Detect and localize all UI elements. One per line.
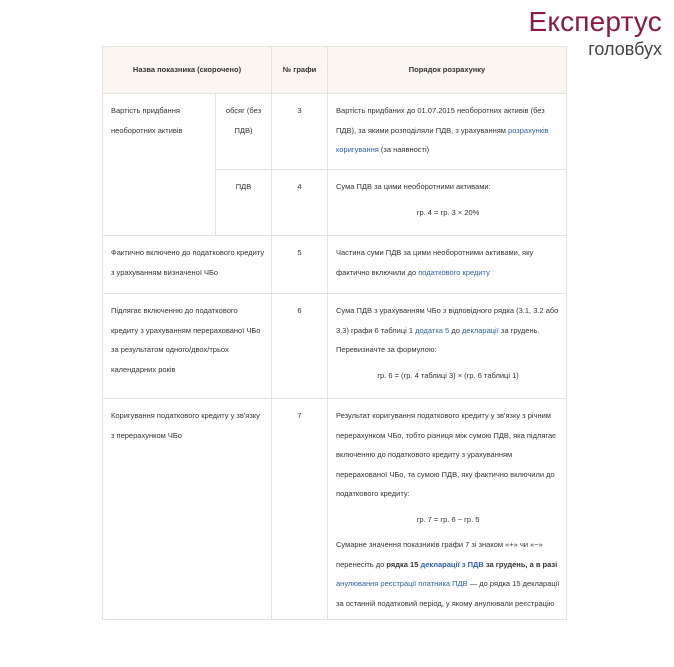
brand-name: Експертус — [528, 6, 662, 37]
row-calculation — [328, 170, 567, 236]
row-sub-indicator: ПДВ — [216, 170, 272, 236]
brand-subtitle: головбух — [588, 39, 662, 59]
row-sub-indicator: обсяг (без ПДВ) — [216, 94, 272, 170]
row-column-number: 7 — [272, 399, 328, 620]
calc-text: Сумарне значення показників графи 7 зі знаком «+» чи «−» перенесіть до — [336, 540, 543, 569]
calc-text: за грудень. Перевизначте за формулою: — [336, 325, 540, 354]
header-calculation-order: Порядок розрахунку — [328, 47, 567, 94]
calc-text: Вартість придбаних до 01.07.2015 необоротних активів (без ПДВ), за якими розподіляли ПДВ, з урахуванням — [336, 106, 545, 135]
row-column-number: 4 — [272, 170, 328, 236]
calc-formula: гр. 4 = гр. 3 × 20% — [416, 207, 480, 217]
table-row — [103, 236, 567, 294]
row-indicator-name: Вартість придбання необоротних активів — [103, 94, 216, 236]
calc-text: Результат коригування податкового кредиту у зв'язку з річним перерахунком ЧБо, тобто різниця між сумою ПДВ, яка підлягає включенню до податкового кредиту з урахуванням перерахованої ЧБо, та сумою ПДВ, яку фактично включили до податкового кредиту: — [336, 411, 556, 498]
calc-text: — до рядка 15 декларації за останній податковий період, у якому анулювали реєстрацію — [336, 579, 560, 608]
calc-text: до — [449, 325, 462, 335]
declaration-link[interactable]: декларації — [461, 325, 499, 335]
appendix-5-link[interactable]: додатка 5 — [415, 325, 450, 335]
row-calculation — [328, 399, 567, 620]
calc-text: Сума ПДВ з урахуванням ЧБо з відповідного рядка (3.1, 3.2 або 3.3) графи 6 таблиці 1 — [336, 306, 559, 335]
calc-text: (за наявності) — [378, 145, 430, 154]
calc-text: Частина суми ПДВ за цими необоротними активами, яку фактично включили до — [336, 248, 534, 277]
row-column-number: 6 — [272, 294, 328, 399]
vat-declaration-link[interactable]: декларації з ПДВ — [420, 559, 484, 569]
row-calculation — [328, 236, 567, 294]
calc-bold-text: рядка 15 — [386, 559, 419, 569]
row-indicator-name: Коригування податкового кредиту у зв'язку з перерахунком ЧБо — [103, 399, 272, 620]
calc-bold-text: за грудень, а в разі — [483, 559, 558, 569]
row-calculation — [328, 294, 567, 399]
table-row — [103, 94, 567, 170]
table-row — [103, 399, 567, 620]
row-column-number: 5 — [272, 236, 328, 294]
adjustment-calculations-link[interactable]: розрахунків коригування — [336, 125, 549, 154]
calculation-table — [102, 46, 567, 620]
row-column-number: 3 — [272, 94, 328, 170]
table-row — [103, 294, 567, 399]
header-column-number: № графи — [272, 47, 328, 94]
row-calculation — [328, 94, 567, 170]
calc-formula: гр. 6 = (гр. 4 таблиці 3) × (гр. 6 таблиці 1) — [377, 370, 519, 380]
row-indicator-name: Фактично включено до податкового кредиту з урахуванням визначеної ЧБо — [103, 236, 272, 294]
calc-formula: гр. 7 = гр. 6 − гр. 5 — [416, 514, 480, 524]
vat-registration-cancellation-link[interactable]: анулювання реєстрації платника ПДВ — [336, 579, 468, 588]
table-header-row — [103, 47, 567, 94]
row-indicator-name: Підлягає включенню до податкового кредиту з урахуванням перерахованої ЧБо за результатом одного/двох/трьох календарних років — [103, 294, 272, 399]
tax-credit-link[interactable]: податкового кредиту — [418, 267, 490, 277]
header-indicator-name: Назва показника (скорочено) — [103, 47, 272, 94]
calc-text: Сума ПДВ за цими необоротними активами: — [336, 182, 491, 191]
